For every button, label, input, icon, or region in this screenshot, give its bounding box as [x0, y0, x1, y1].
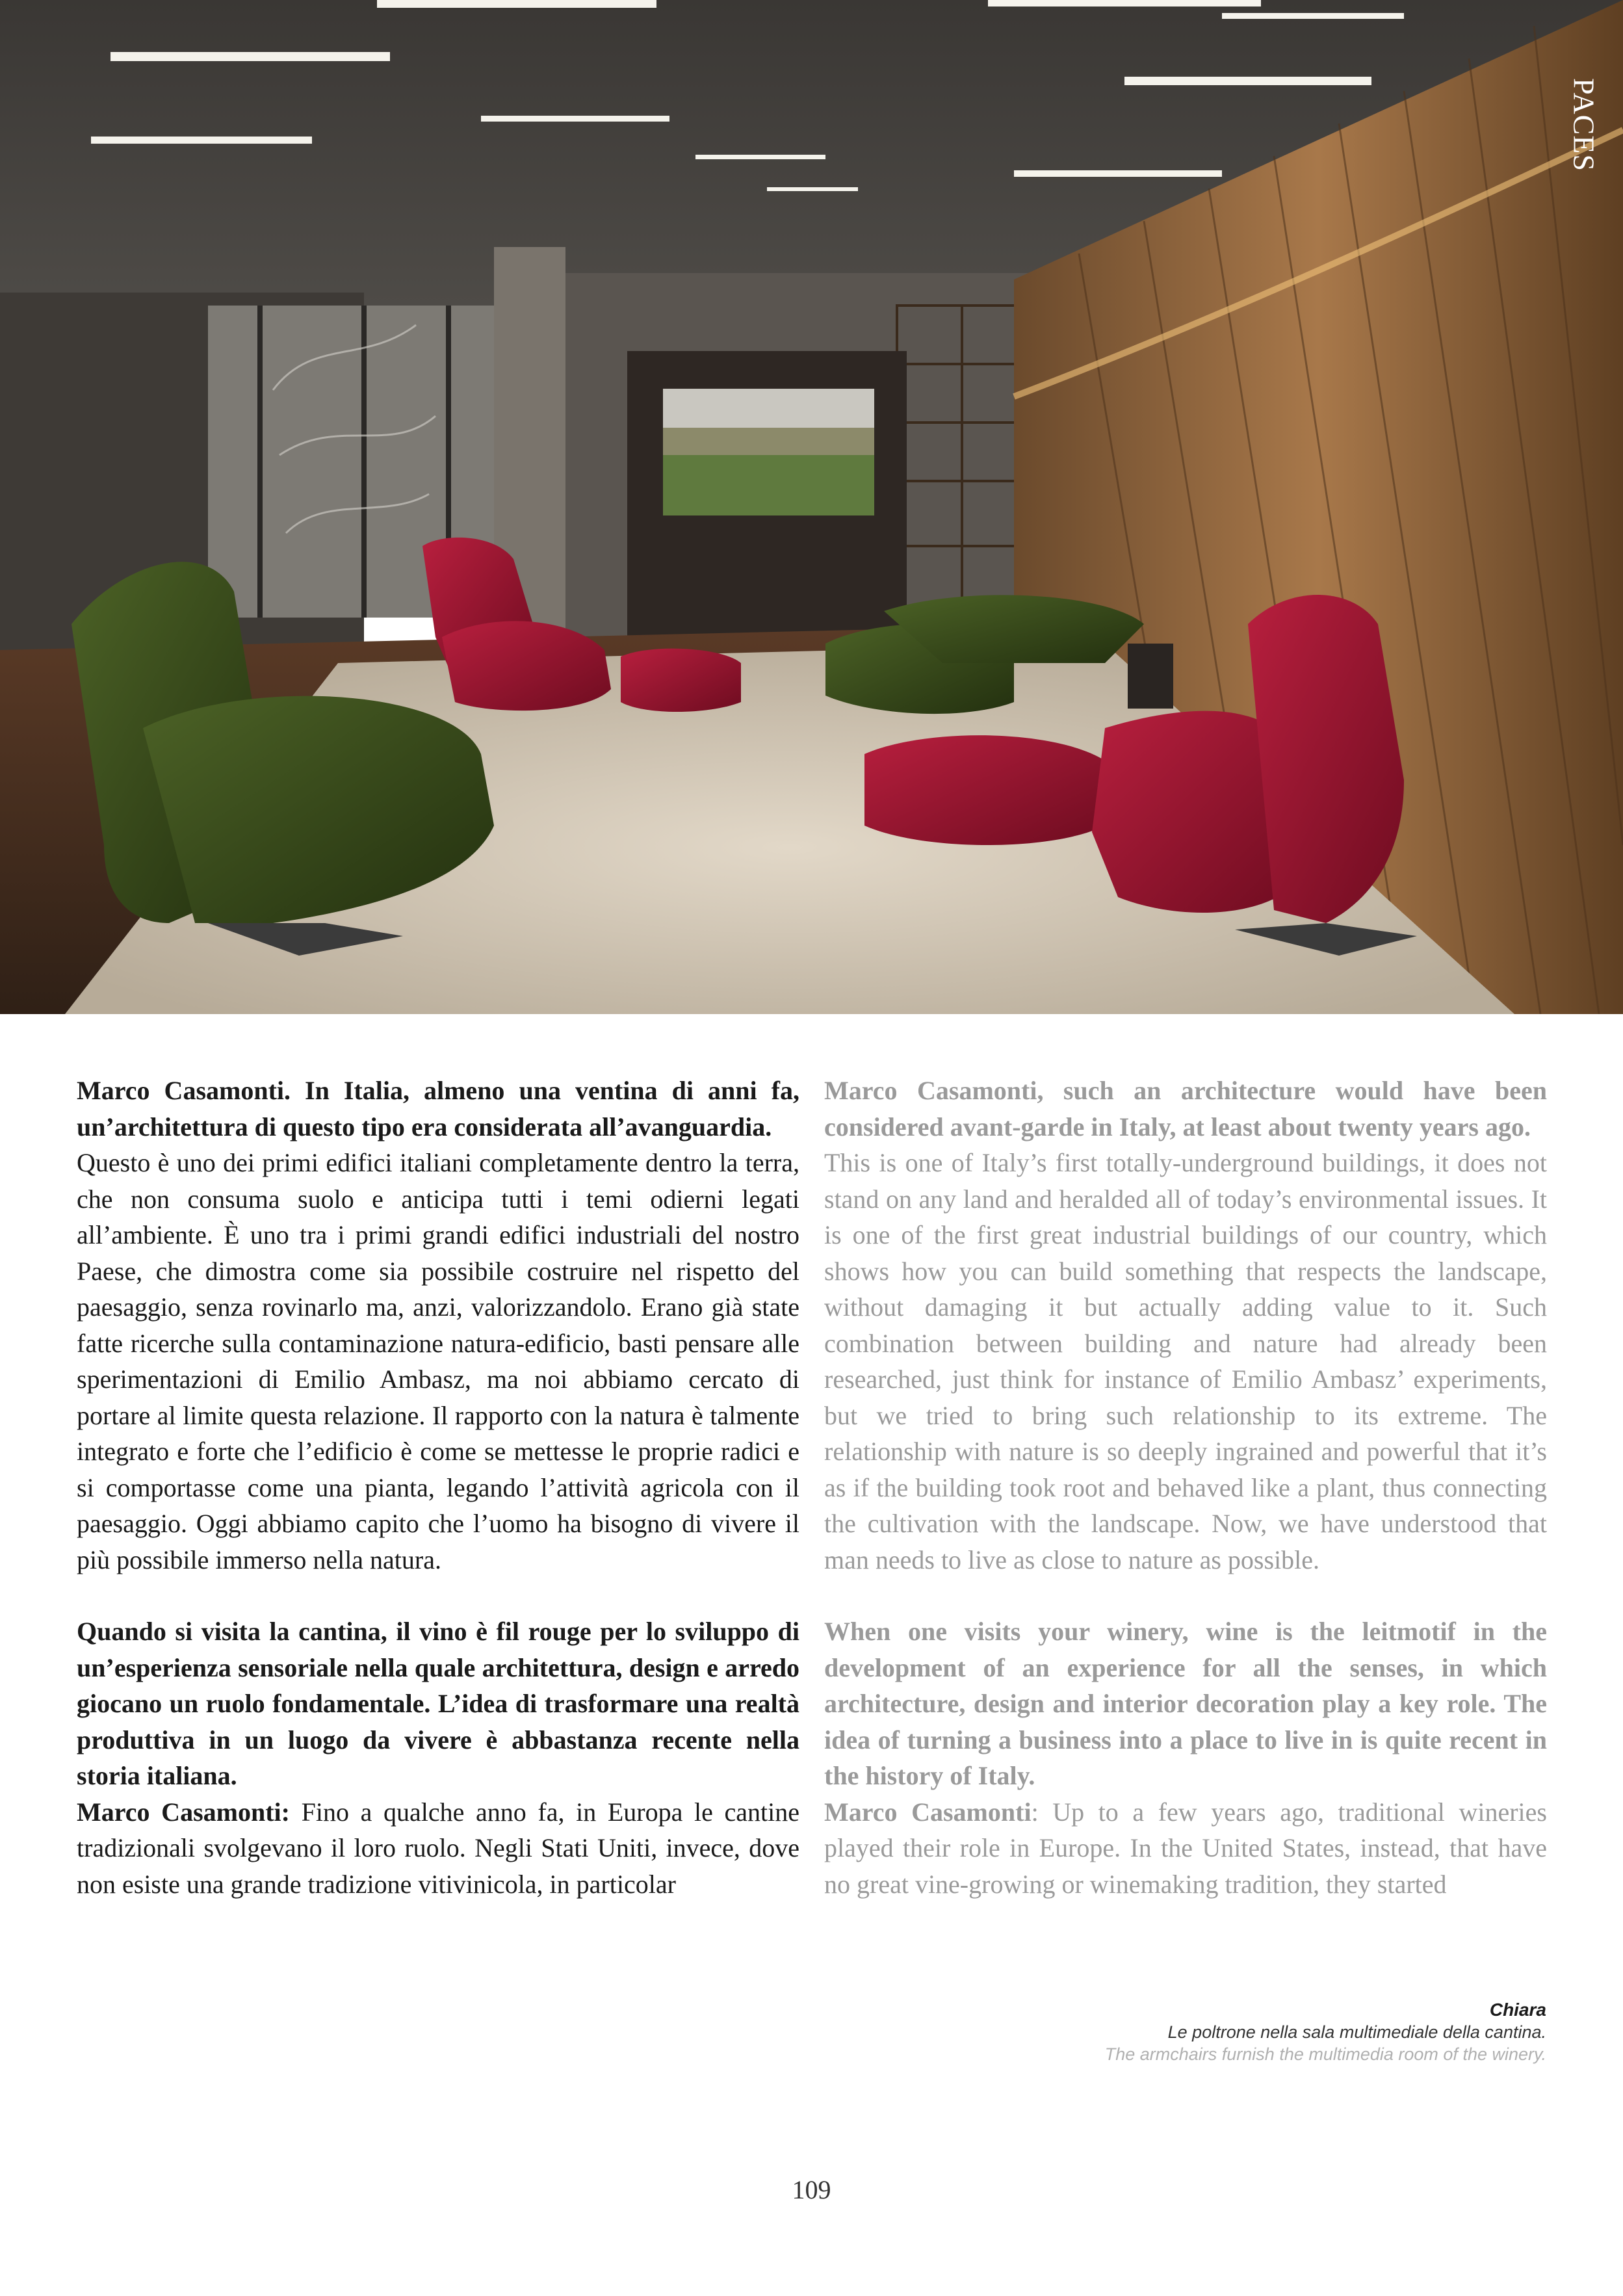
- interior-photo-icon: [0, 0, 1623, 1014]
- english-answer-2: [824, 1794, 1547, 1903]
- caption-italian: Le poltrone nella sala multimediale della cantina.: [1167, 2022, 1546, 2042]
- italian-answer-2-text: Fino a qualche anno fa, in Europa le cantine tradizionali svolgevano il loro ruolo. Negli Stati Uniti, invece, dove non esiste una grande tradizione vitivinicola, in particolar: [77, 1797, 799, 1899]
- section-tab-label: PACES: [1567, 78, 1601, 172]
- italian-speaker: Marco Casamonti:: [77, 1797, 290, 1827]
- english-question-2: When one visits your winery, wine is the leitmotif in the development of an experience for all the senses, in which architecture, design and interior decoration play a key role. The idea of turning a business into a place to live in is quite recent in the history of Italy.: [824, 1617, 1547, 1790]
- italian-column: [77, 1073, 799, 1902]
- italian-answer-2: [77, 1794, 799, 1903]
- italian-answer-1: Questo è uno dei primi edifici italiani completamente dentro la terra, che non consuma suolo e anticipa tutti i temi odierni legati all’ambiente. È uno tra i primi grandi edifici industriali del nostro Paese, che dimostra come sia possibile costruire nel rispetto del paesaggio, senza rovinarlo ma, anzi, valorizzandolo. Erano già state fatte ricerche sulla contaminazione natura-edificio, basti pensare alle sperimentazioni di Emilio Ambasz, ma noi abbiamo cercato di portare al limite questa relazione. Il rapporto con la natura è talmente integrato e forte che l’edificio è come se mettesse le proprie radici e si comportasse come una pianta, legando l’attività agricola con il paesaggio. Oggi abbiamo capito che l’uomo ha bisogno di vivere il più possibile immerso nella natura.: [77, 1148, 799, 1574]
- page-number: 109: [792, 2175, 831, 2204]
- italian-question-1: Marco Casamonti. In Italia, almeno una ventina di anni fa, un’architettura di questo tipo era considerata all’avanguardia.: [77, 1076, 799, 1141]
- english-speaker: Marco Casamonti: [824, 1797, 1032, 1827]
- caption-title: Chiara: [1489, 2000, 1546, 2020]
- english-question-1: Marco Casamonti, such an architecture would have been considered avant-garde in Italy, at least about twenty years ago.: [824, 1076, 1547, 1141]
- english-answer-2-text: : Up to a few years ago, traditional wineries played their role in Europe. In the United States, instead, that have no great vine-growing or winemaking tradition, they started: [824, 1797, 1547, 1899]
- photo-caption: [1091, 1999, 1546, 2065]
- italian-question-2: Quando si visita la cantina, il vino è fil rouge per lo sviluppo di un’esperienza sensoriale nella quale architettura, design e arredo giocano un ruolo fondamentale. L’idea di trasformare una realtà produttiva in un luogo da vivere è abbastanza recente nella storia italiana.: [77, 1617, 799, 1790]
- section-tab: [1545, 59, 1623, 293]
- paragraph-gap: [77, 1578, 799, 1613]
- paragraph-gap: [824, 1578, 1547, 1613]
- english-answer-1: This is one of Italy’s first totally-underground buildings, it does not stand on any land and heralded all of today’s environmental issues. It is one of the first great industrial buildings of our country, which shows how you can build something that respects the landscape, without damaging it but actually adding value to it. Such combination between building and nature had already been researched, just think for instance of Emilio Ambasz’ experiments, but we tried to bring such relationship to its extreme. The relationship with nature is so deeply ingrained and powerful that it’s as if the building took root and behaved like a plant, thus connecting the cultivation with the landscape. Now, we have understood that man needs to live as close to nature as possible.: [824, 1148, 1547, 1574]
- caption-english: The armchairs furnish the multimedia room of the winery.: [1104, 2044, 1546, 2064]
- interior-photo: [0, 0, 1623, 1014]
- english-column: [824, 1073, 1547, 1902]
